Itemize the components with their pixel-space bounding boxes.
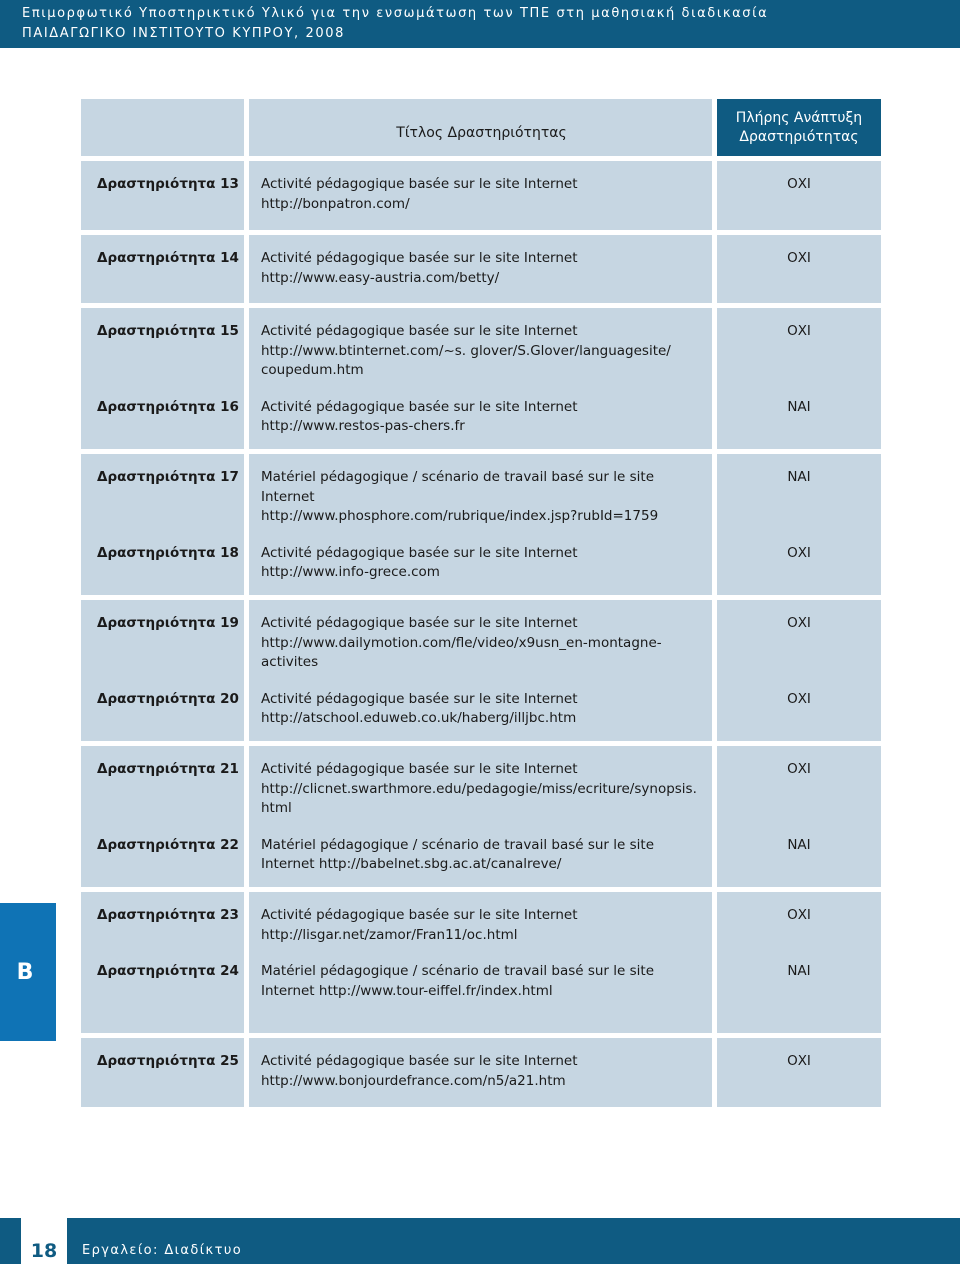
column-title-label: Τίτλος Δραστηριότητας bbox=[396, 124, 567, 141]
list-item bbox=[249, 381, 712, 437]
full-development-cell bbox=[717, 454, 881, 595]
activity-title-line: http://www.btinternet.com/~s. glover/S.Glover/languagesite/ bbox=[261, 342, 671, 359]
activity-name-cell bbox=[81, 161, 244, 230]
full-development-value: ΟΧΙ bbox=[787, 690, 811, 707]
activity-title-line: Activité pédagogique basée sur le site Internet bbox=[261, 544, 578, 561]
activity-title-line: http://www.easy-austria.com/betty/ bbox=[261, 269, 500, 286]
list-item bbox=[249, 454, 712, 527]
list-item bbox=[249, 235, 712, 288]
activity-name: Δραστηριότητα 20 bbox=[97, 690, 239, 707]
activity-title-line: Activité pédagogique basée sur le site Internet bbox=[261, 176, 578, 192]
list-item bbox=[81, 1038, 244, 1091]
list-item bbox=[249, 1038, 712, 1091]
full-development-cell bbox=[717, 600, 881, 741]
activity-title-line: activites bbox=[261, 654, 319, 670]
table-row bbox=[81, 161, 881, 230]
list-item bbox=[717, 819, 881, 875]
activity-name-cell bbox=[81, 600, 244, 741]
list-item bbox=[249, 161, 712, 214]
list-item bbox=[717, 527, 881, 583]
activity-title-cell bbox=[249, 161, 712, 230]
activity-name: Δραστηριότητα 17 bbox=[97, 469, 239, 485]
section-tab-letter: B bbox=[16, 959, 34, 985]
activity-name: Δραστηριότητα 24 bbox=[97, 963, 239, 979]
activity-title-cell bbox=[249, 600, 712, 741]
activity-name-cell bbox=[81, 308, 244, 449]
column-full-label-line1: Πλήρης Ανάπτυξη bbox=[735, 109, 863, 126]
activity-title-line: Activité pédagogique basée sur le site Internet bbox=[261, 690, 578, 707]
full-development-value: ΝΑΙ bbox=[787, 963, 811, 979]
list-item bbox=[81, 454, 244, 527]
activity-name-cell bbox=[81, 1038, 244, 1107]
activity-title-line: http://www.bonjourdefrance.com/n5/a21.htm bbox=[261, 1072, 566, 1089]
table-row bbox=[81, 454, 881, 595]
footer-label: Εργαλείο: Διαδίκτυο bbox=[82, 1243, 243, 1258]
activity-name: Δραστηριότητα 16 bbox=[97, 398, 239, 415]
activity-title-line: http://bonpatron.com/ bbox=[261, 195, 410, 212]
full-development-value: ΟΧΙ bbox=[787, 761, 811, 777]
full-development-value: ΟΧΙ bbox=[787, 250, 811, 266]
table-row bbox=[81, 892, 881, 1033]
activity-name: Δραστηριότητα 21 bbox=[97, 761, 239, 777]
activity-name-cell bbox=[81, 746, 244, 887]
list-item bbox=[717, 673, 881, 729]
full-development-value: ΟΧΙ bbox=[787, 176, 811, 192]
table-row bbox=[81, 746, 881, 887]
list-item bbox=[249, 308, 712, 381]
activity-title-line: http://www.phosphore.com/rubrique/index.jsp?rubId=1759 bbox=[261, 508, 659, 524]
list-item bbox=[717, 892, 881, 945]
activity-title-line: coupedum.htm bbox=[261, 362, 364, 378]
activity-title-line: Activité pédagogique basée sur le site Internet bbox=[261, 398, 578, 415]
activity-name: Δραστηριότητα 19 bbox=[97, 615, 239, 631]
list-item bbox=[249, 945, 712, 1001]
activity-name: Δραστηριότητα 22 bbox=[97, 836, 239, 853]
full-development-value: ΟΧΙ bbox=[787, 544, 811, 561]
list-item bbox=[249, 673, 712, 729]
activity-name: Δραστηριότητα 23 bbox=[97, 907, 239, 923]
table-row bbox=[81, 235, 881, 303]
activity-title-line: Activité pédagogique basée sur le site Internet bbox=[261, 323, 578, 339]
full-development-cell bbox=[717, 161, 881, 230]
list-item bbox=[81, 527, 244, 583]
list-item bbox=[249, 892, 712, 945]
activity-title-line: Internet bbox=[261, 488, 315, 505]
list-item bbox=[81, 746, 244, 819]
activity-title-cell bbox=[249, 892, 712, 1033]
list-item bbox=[249, 600, 712, 673]
full-development-cell bbox=[717, 746, 881, 887]
list-item bbox=[81, 161, 244, 214]
list-item bbox=[717, 945, 881, 1001]
list-item bbox=[81, 308, 244, 381]
full-development-value: ΝΑΙ bbox=[787, 836, 811, 853]
full-development-cell bbox=[717, 892, 881, 1033]
list-item bbox=[81, 819, 244, 875]
header-band bbox=[0, 0, 960, 48]
activity-name: Δραστηριότητα 14 bbox=[97, 250, 239, 266]
list-item bbox=[81, 235, 244, 288]
list-item bbox=[81, 381, 244, 437]
list-item bbox=[81, 673, 244, 729]
full-development-cell bbox=[717, 235, 881, 303]
full-development-value: ΝΑΙ bbox=[787, 469, 811, 485]
full-development-cell bbox=[717, 308, 881, 449]
activity-name: Δραστηριότητα 25 bbox=[97, 1053, 239, 1069]
table-header-row bbox=[81, 99, 881, 156]
activity-title-line: Matériel pédagogique / scénario de travail basé sur le site bbox=[261, 469, 655, 485]
list-item bbox=[81, 892, 244, 945]
activity-title-line: http://clicnet.swarthmore.edu/pedagogie/miss/ecriture/synopsis. bbox=[261, 780, 697, 797]
header-full-cell bbox=[717, 99, 881, 156]
list-item bbox=[81, 945, 244, 1001]
activity-title-line: http://www.dailymotion.com/fle/video/x9usn_en-montagne- bbox=[261, 634, 662, 651]
full-development-value: ΟΧΙ bbox=[787, 907, 811, 923]
header-title: Επιμορφωτικό Υποστηρικτικό Υλικό για την ενσωμάτωση των ΤΠΕ στη μαθησιακή διαδικασία bbox=[22, 6, 769, 21]
activity-title-line: http://www.info-grece.com bbox=[261, 564, 440, 580]
activity-title-cell bbox=[249, 454, 712, 595]
activity-title-line: Internet http://babelnet.sbg.ac.at/canalreve/ bbox=[261, 856, 562, 872]
activity-name: Δραστηριότητα 15 bbox=[97, 323, 239, 339]
activity-title-line: Matériel pédagogique / scénario de travail basé sur le site bbox=[261, 963, 655, 979]
full-development-value: ΟΧΙ bbox=[787, 323, 811, 339]
activity-title-line: Activité pédagogique basée sur le site Internet bbox=[261, 761, 578, 777]
activity-title-line: Activité pédagogique basée sur le site Internet bbox=[261, 1053, 578, 1069]
header-title-cell bbox=[249, 99, 712, 156]
activity-title-cell bbox=[249, 308, 712, 449]
activities-table bbox=[81, 99, 881, 1112]
list-item bbox=[249, 527, 712, 583]
list-item bbox=[249, 746, 712, 819]
full-development-cell bbox=[717, 1038, 881, 1107]
activity-title-line: html bbox=[261, 800, 292, 816]
list-item bbox=[717, 1038, 881, 1091]
activity-title-line: Activité pédagogique basée sur le site Internet bbox=[261, 615, 578, 631]
list-item bbox=[717, 161, 881, 214]
activity-title-line: Internet http://www.tour-eiffel.fr/index.html bbox=[261, 982, 553, 999]
list-item bbox=[717, 600, 881, 673]
activity-title-line: Activité pédagogique basée sur le site Internet bbox=[261, 250, 578, 266]
activity-name-cell bbox=[81, 235, 244, 303]
header-blank-cell bbox=[81, 99, 244, 156]
table-row bbox=[81, 308, 881, 449]
list-item bbox=[717, 235, 881, 288]
activity-title-line: Activité pédagogique basée sur le site Internet bbox=[261, 907, 578, 923]
activity-name: Δραστηριότητα 13 bbox=[97, 176, 239, 192]
list-item bbox=[717, 381, 881, 437]
activity-title-line: http://atschool.eduweb.co.uk/haberg/illjbc.htm bbox=[261, 710, 577, 726]
activity-title-line: http://lisgar.net/zamor/Fran11/oc.html bbox=[261, 926, 518, 943]
list-item bbox=[81, 600, 244, 673]
full-development-value: ΝΑΙ bbox=[787, 398, 811, 415]
list-item bbox=[717, 746, 881, 819]
activity-name-cell bbox=[81, 454, 244, 595]
list-item bbox=[249, 819, 712, 875]
activity-title-cell bbox=[249, 1038, 712, 1107]
header-subtitle: ΠΑΙΔΑΓΩΓΙΚΟ ΙΝΣΤΙΤΟΥΤΟ ΚΥΠΡΟΥ, 2008 bbox=[22, 26, 346, 41]
list-item bbox=[717, 308, 881, 381]
activity-title-cell bbox=[249, 235, 712, 303]
page-number: 18 bbox=[21, 1218, 67, 1264]
activity-name-cell bbox=[81, 892, 244, 1033]
table-row bbox=[81, 1038, 881, 1107]
table-row bbox=[81, 600, 881, 741]
list-item bbox=[717, 454, 881, 527]
full-development-value: ΟΧΙ bbox=[787, 615, 811, 631]
activity-title-line: Matériel pédagogique / scénario de travail basé sur le site bbox=[261, 836, 655, 853]
full-development-value: ΟΧΙ bbox=[787, 1053, 811, 1069]
activity-title-line: http://www.restos-pas-chers.fr bbox=[261, 418, 465, 434]
activity-title-cell bbox=[249, 746, 712, 887]
activity-name: Δραστηριότητα 18 bbox=[97, 544, 239, 561]
column-full-label-line2: Δραστηριότητας bbox=[739, 128, 859, 145]
